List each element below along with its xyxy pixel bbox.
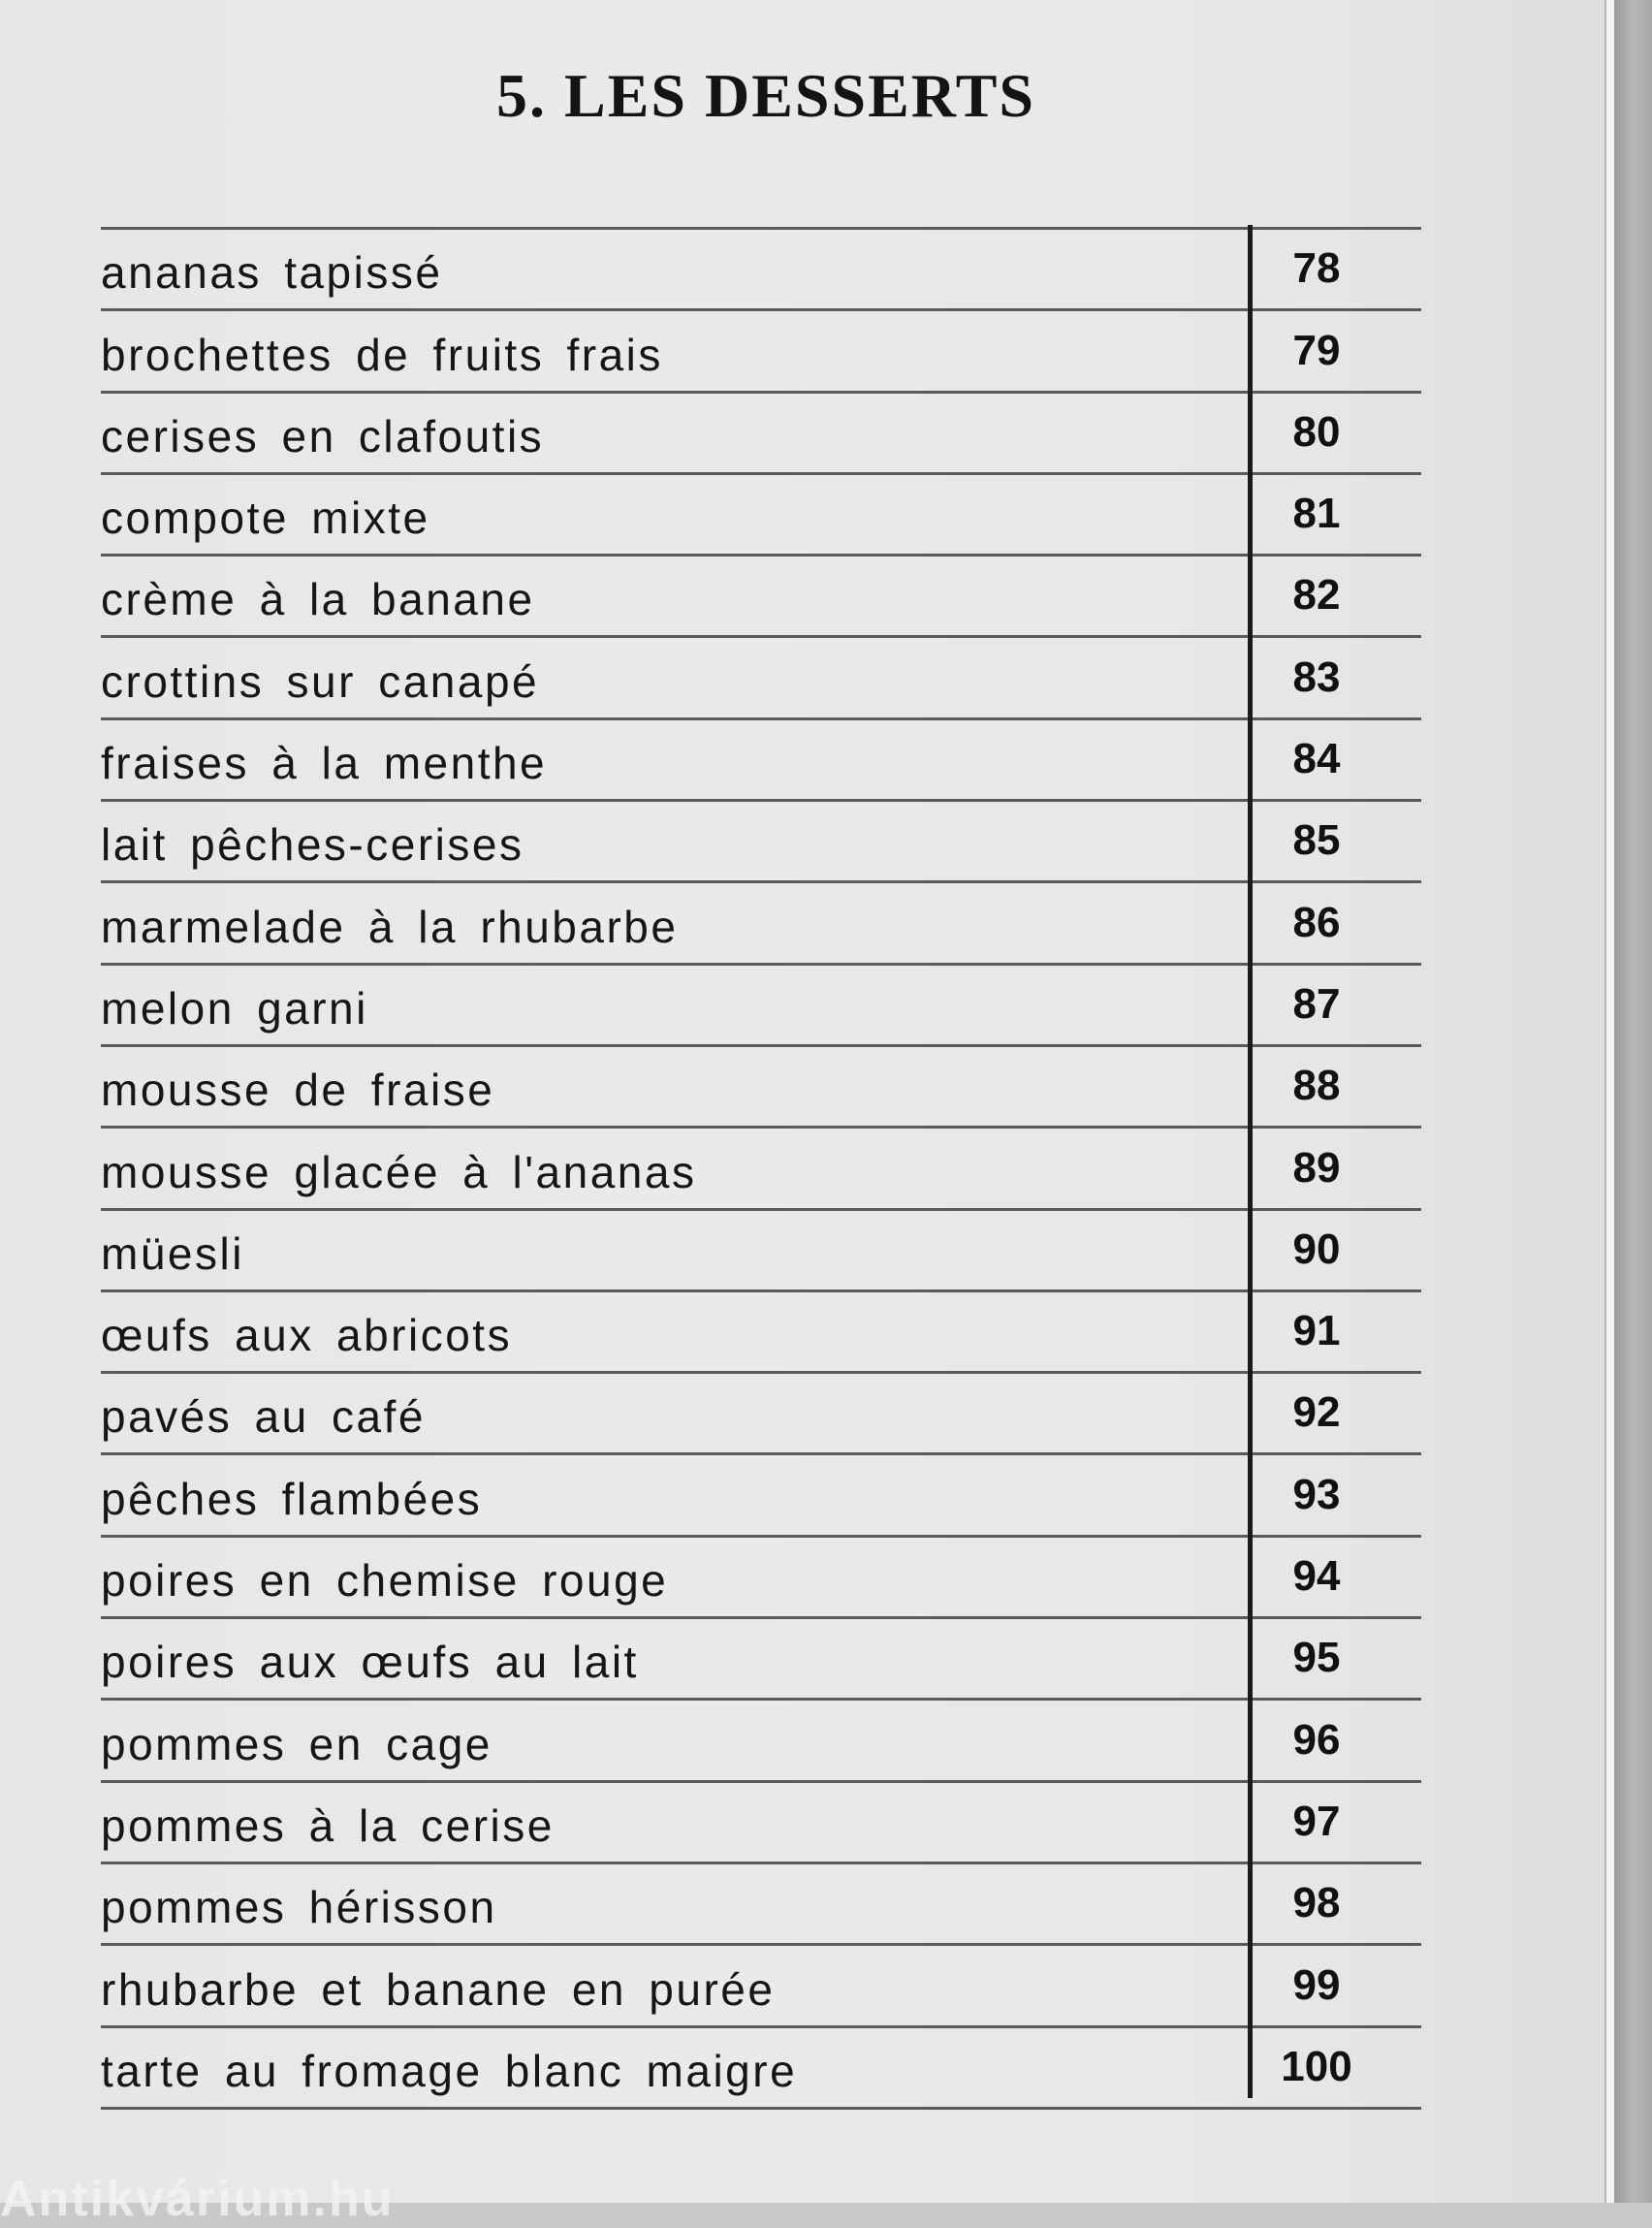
toc-row [101,720,1421,802]
entry-name: œufs aux abricots [101,1310,513,1361]
entry-name: mousse de fraise [101,1065,495,1116]
toc-row [101,802,1421,883]
book-binding [1614,0,1652,2203]
entry-page-number: 98 [1292,1879,1341,1927]
entry-name: pommes en cage [101,1718,492,1769]
toc-row [101,1047,1421,1129]
page-title: 5. LES DESSERTS [496,61,1035,130]
entry-page-number: 83 [1292,652,1341,701]
entry-page-number: 96 [1292,1715,1341,1764]
entry-page-number: 78 [1292,244,1341,293]
entry-name: lait pêches-cerises [101,819,524,871]
entry-page-number: 85 [1292,816,1341,865]
toc-row [101,475,1421,557]
toc-row [101,1129,1421,1210]
entry-page-number: 88 [1292,1062,1341,1110]
entry-name: rhubarbe et banane en purée [101,1963,776,2015]
entry-page-number: 99 [1292,1960,1341,2009]
entry-page-number: 79 [1292,326,1341,374]
entry-name: tarte au fromage blanc maigre [101,2045,798,2096]
toc-row [101,1455,1421,1537]
entry-page-number: 94 [1292,1552,1341,1601]
entry-name: müesli [101,1227,244,1279]
toc-row [101,638,1421,719]
page-edge [1604,0,1614,2203]
table-of-contents [101,227,1421,2110]
entry-page-number: 82 [1292,571,1341,620]
entry-name: poires en chemise rouge [101,1555,669,1607]
entry-name: pavés au café [101,1391,426,1443]
entry-page-number: 80 [1292,407,1341,456]
toc-row [101,1701,1421,1782]
entry-name: mousse glacée à l'ananas [101,1146,697,1197]
entry-name: crème à la banane [101,574,535,625]
entry-page-number: 81 [1292,490,1341,538]
entry-page-number: 84 [1292,735,1341,783]
toc-row [101,966,1421,1047]
entry-page-number: 97 [1292,1797,1341,1845]
toc-row [101,1538,1421,1619]
entry-name: pommes hérisson [101,1882,497,1933]
entry-name: pêches flambées [101,1473,483,1524]
toc-row [101,1292,1421,1374]
entry-page-number: 90 [1292,1225,1341,1273]
entry-page-number: 100 [1281,2042,1352,2090]
toc-row [101,230,1421,311]
entry-page-number: 91 [1292,1307,1341,1355]
toc-row [101,2028,1421,2110]
toc-row [101,1619,1421,1701]
entry-page-number: 89 [1292,1143,1341,1192]
entry-name: melon garni [101,982,368,1034]
entry-page-number: 93 [1292,1470,1341,1518]
entry-name: crottins sur canapé [101,655,540,707]
toc-row [101,311,1421,393]
entry-name: marmelade à la rhubarbe [101,901,679,952]
toc-row [101,883,1421,965]
toc-row [101,1211,1421,1292]
column-divider [1248,225,1253,2098]
entry-name: poires aux œufs au lait [101,1637,639,1688]
entry-page-number: 87 [1292,979,1341,1028]
toc-row [101,394,1421,475]
entry-name: fraises à la menthe [101,738,548,789]
toc-row [101,1374,1421,1455]
entry-page-number: 92 [1292,1388,1341,1437]
entry-name: brochettes de fruits frais [101,329,663,380]
entry-name: ananas tapissé [101,247,443,299]
watermark: Antikvárium.hu [0,2171,395,2227]
entry-name: pommes à la cerise [101,1799,555,1851]
toc-row [101,1946,1421,2027]
toc-row [101,1783,1421,1864]
entry-page-number: 86 [1292,898,1341,946]
toc-row [101,1864,1421,1946]
toc-row [101,557,1421,638]
entry-name: cerises en clafoutis [101,410,545,462]
entry-page-number: 95 [1292,1634,1341,1682]
entry-name: compote mixte [101,493,430,544]
